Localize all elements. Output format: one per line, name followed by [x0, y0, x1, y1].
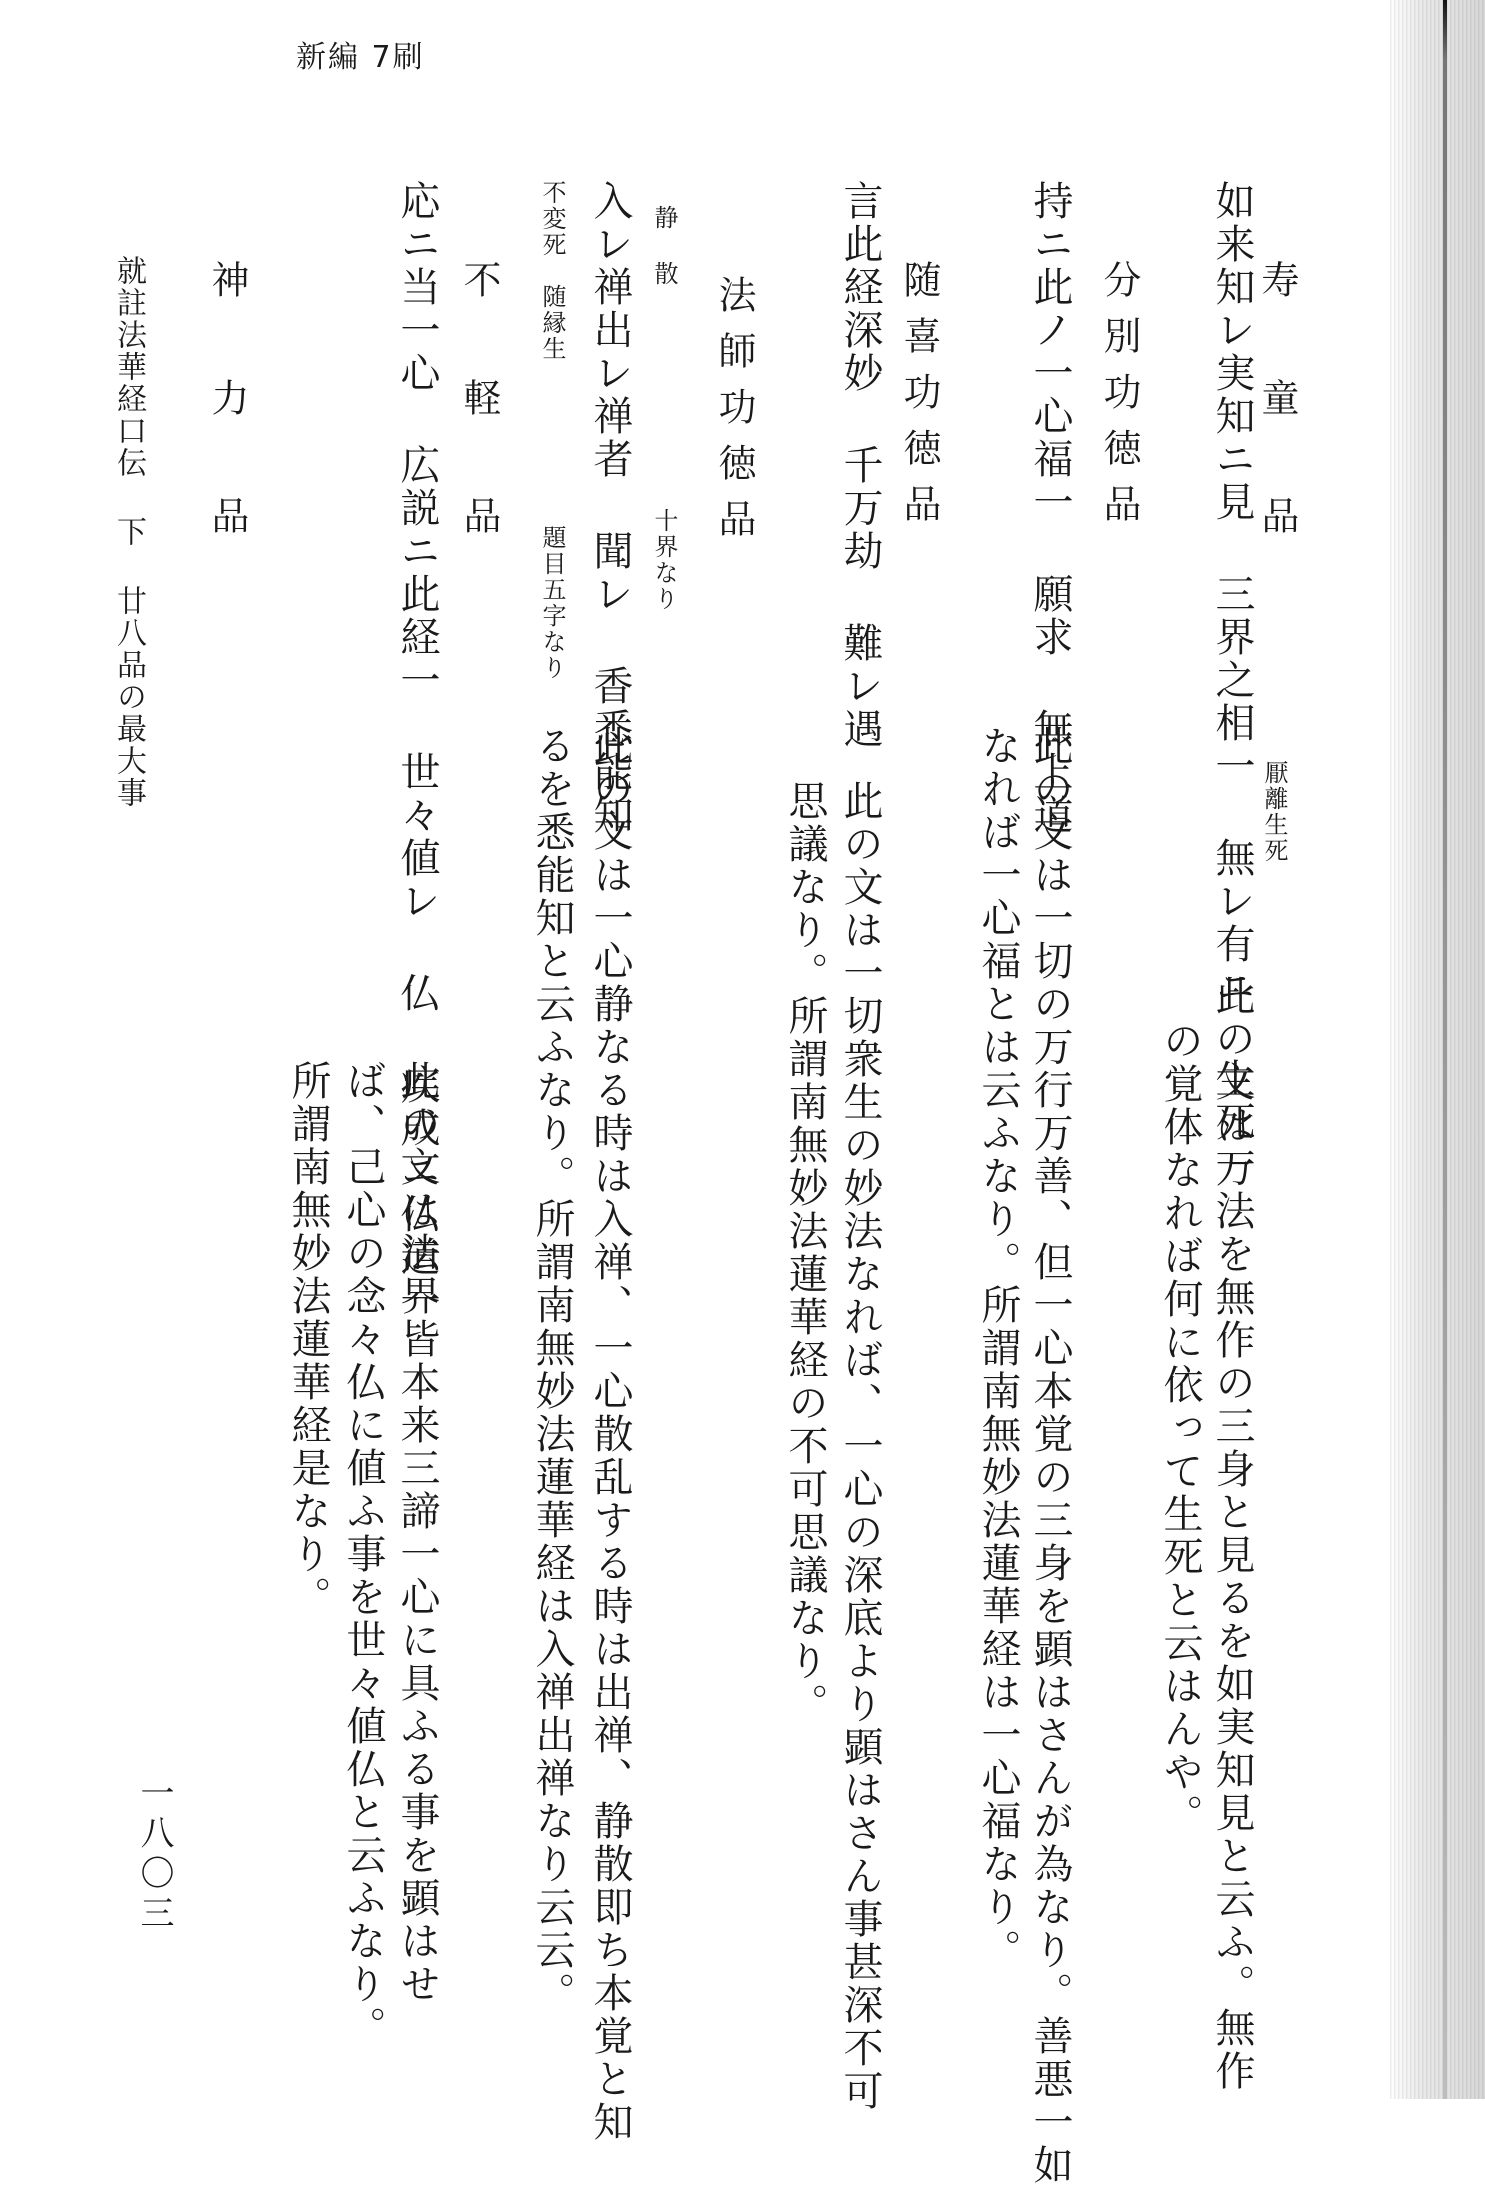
jurin-comment-line-2: の覚体なれば何に依って生死と云はんや。 — [1157, 1020, 1203, 1837]
funbetsu-heading: 分別功徳品 — [1097, 260, 1141, 540]
book-binding-shadow — [1443, 0, 1447, 2099]
jurin-comment-line-1: 此の文は万法を無作の三身と見るを如実知見と云ふ。無作 — [1209, 975, 1255, 2093]
funbetsu-kyomon: 持ニ此ノ一心福一 願求 無上道 — [1027, 180, 1073, 837]
print-edition-label: 新編 7刷 — [296, 40, 425, 75]
hosshi-comment-line-1: 此の文は一心静なる時は入禅、一心散乱する時は出禅、静散即ち本覚と知 — [587, 725, 633, 2144]
zuiki-kyomon: 言此経深妙 千万劫 難レ遇 — [837, 180, 883, 751]
jurin-gloss: 厭離生死 — [1260, 760, 1288, 864]
scan-page-edge — [1390, 0, 1485, 2099]
zuiki-comment-line-2: 思議なり。所謂南無妙法蓮華経の不可思議なり。 — [782, 780, 828, 1726]
hosshi-kyomon: 入レ禅出レ禅者 聞レ 香悉能知 — [587, 180, 633, 837]
jinriki-heading: 神 力 品 — [205, 260, 249, 552]
funbetsu-comment-line-1: 此の文は一切の万行万善、但一心本覚の三身を顕はさんが為なり。善悪一如 — [1027, 725, 1073, 2187]
zuiki-comment-line-1: 此の文は一切衆生の妙法なれば、一心の深底より顕はさん事甚深不可 — [837, 780, 883, 2113]
hosshi-gloss-fuhenshi: 不変死 随縁生 — [538, 180, 566, 362]
funbetsu-comment-line-2: なれば一心福とは云ふなり。所謂南無妙法蓮華経は一心福なり。 — [975, 725, 1021, 1972]
fukyo-heading: 不 軽 品 — [457, 260, 501, 552]
fukyo-comment-line-1: 此の文は法界皆本来三諦一心に具ふる事を顕はせ — [394, 1060, 440, 2006]
page-number: 一八〇三 — [134, 1775, 174, 1935]
zuiki-heading: 随喜功徳品 — [897, 260, 941, 540]
hosshi-gloss-daimoku: 題目五字なり — [538, 525, 566, 681]
hosshi-gloss-jukkai: 十界なり — [650, 508, 678, 612]
fukyo-kyomon: 応ニ当一心 広説ニ此経一 世々値レ 仏 疾成ニ仏道一 — [394, 180, 440, 1322]
fukyo-comment-line-3: 所謂南無妙法蓮華経是なり。 — [285, 1060, 331, 1619]
jurin-kyomon: 如来知レ実知ニ見 三界之相一 無レ有ニ 生死一 — [1209, 180, 1255, 1187]
hosshi-comment-line-2: るを悉能知と云ふなり。所謂南無妙法蓮華経は入禅出禅なり云云。 — [529, 725, 575, 2015]
hosshi-heading: 法師功徳品 — [712, 275, 756, 555]
jurin-heading: 寿 童 品 — [1255, 260, 1299, 552]
hosshi-gloss-top: 静 散 — [650, 205, 678, 287]
fukyo-comment-line-2: ば、己心の念々仏に値ふ事を世々値仏と云ふなり。 — [340, 1060, 386, 2049]
running-footer-title: 就註法華経口伝 下 廿八品の最大事 — [111, 255, 146, 809]
